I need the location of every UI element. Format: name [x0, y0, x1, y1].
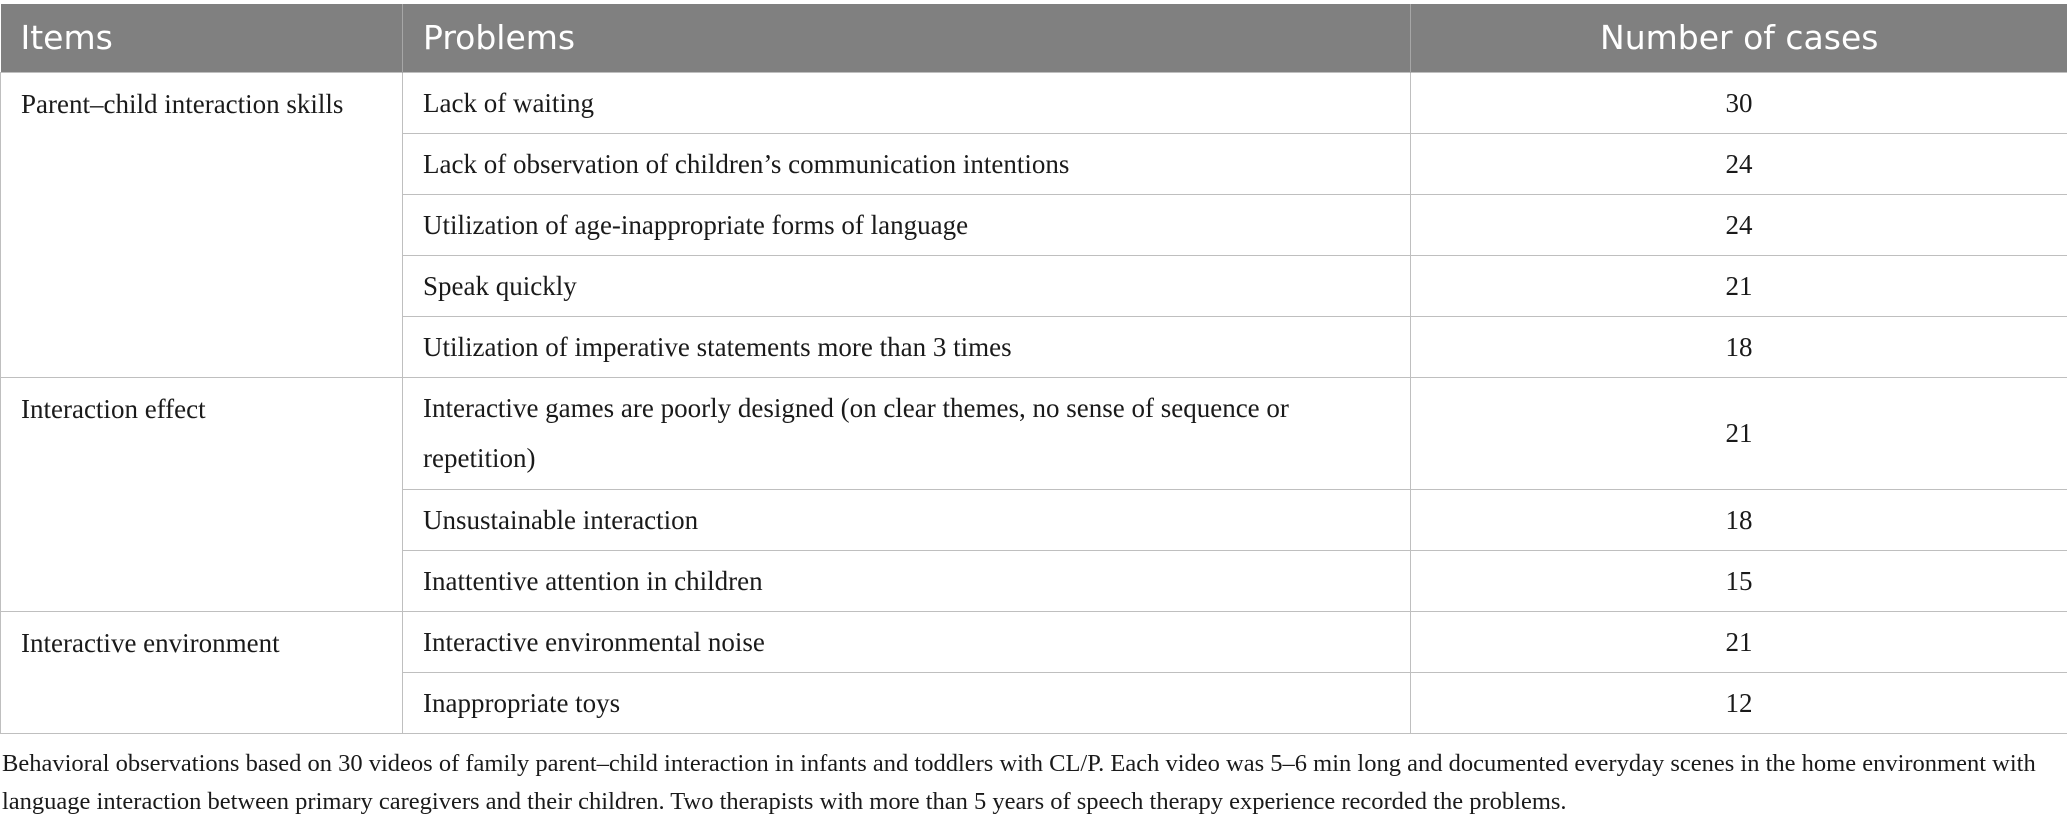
table-row [1, 72, 2067, 133]
group-item-cell: Interaction effect [1, 377, 403, 611]
header-number-of-cases: Number of cases [1411, 4, 2067, 72]
problem-cell: Utilization of imperative statements more than 3 times [403, 316, 1411, 377]
problem-cell: Unsustainable interaction [403, 489, 1411, 550]
header-problems: Problems [403, 4, 1411, 72]
cases-cell: 24 [1411, 194, 2067, 255]
problem-cell: Interactive games are poorly designed (on clear themes, no sense of sequence or repetition) [403, 377, 1411, 489]
problem-cell: Inattentive attention in children [403, 550, 1411, 611]
cases-cell: 15 [1411, 550, 2067, 611]
problem-cell: Speak quickly [403, 255, 1411, 316]
problem-cell: Lack of waiting [403, 72, 1411, 133]
header-items: Items [1, 4, 403, 72]
table-footnote: Behavioral observations based on 30 videos of family parent–child interaction in infants and toddlers with CL/P. Each video was 5–6 min long and documented everyday scenes in the home environment with language interaction between primary caregivers and their children. Two therapists with more than 5 years of speech therapy experience recorded the problems. [2, 749, 2036, 815]
cases-cell: 24 [1411, 133, 2067, 194]
problem-cell: Interactive environmental noise [403, 611, 1411, 672]
cases-cell: 21 [1411, 377, 2067, 489]
group-item-cell: Interactive environment [1, 611, 403, 733]
problem-cell: Utilization of age-inappropriate forms of language [403, 194, 1411, 255]
group-item-cell: Parent–child interaction skills [1, 72, 403, 377]
problem-cell: Lack of observation of children’s communication intentions [403, 133, 1411, 194]
cases-cell: 12 [1411, 672, 2067, 733]
problem-cell: Inappropriate toys [403, 672, 1411, 733]
cases-cell: 21 [1411, 255, 2067, 316]
cases-cell: 18 [1411, 316, 2067, 377]
cases-cell: 21 [1411, 611, 2067, 672]
table-figure [0, 4, 2067, 821]
problems-table [0, 4, 2067, 734]
cases-cell: 18 [1411, 489, 2067, 550]
cases-cell: 30 [1411, 72, 2067, 133]
table-row [1, 611, 2067, 672]
table-row [1, 377, 2067, 489]
table-header-row [1, 4, 2067, 72]
